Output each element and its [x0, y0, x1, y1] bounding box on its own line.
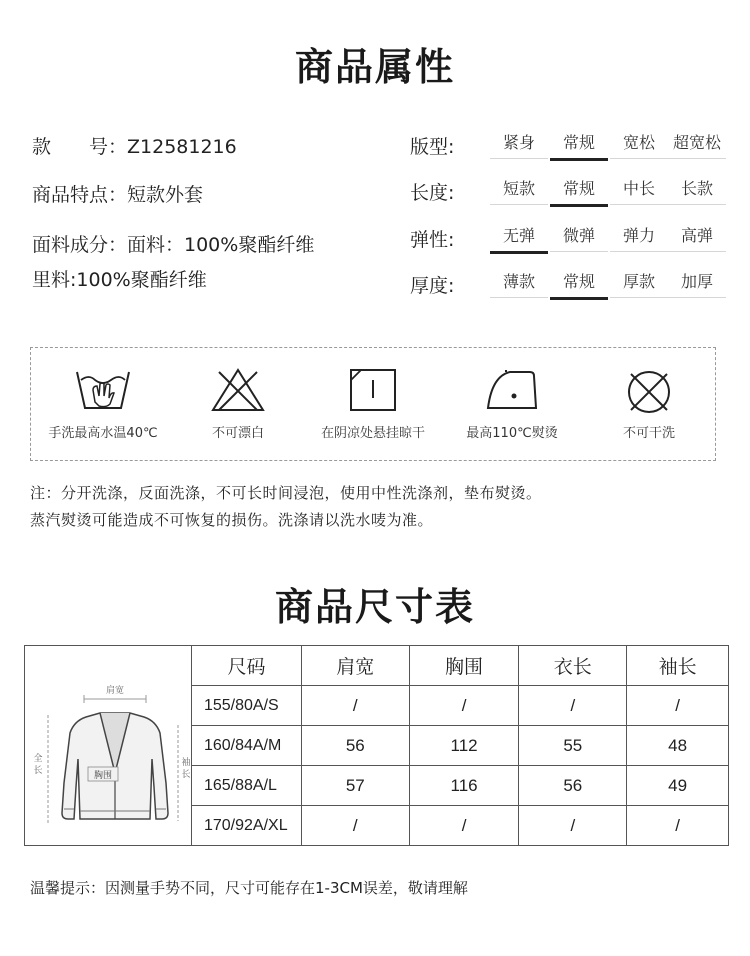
care-item-no-dry-clean [579, 368, 719, 441]
header-chest: 胸围 [409, 646, 519, 686]
cell-length: 56 [519, 766, 627, 806]
care-instructions [30, 347, 716, 461]
care-label: 最高110℃熨烫 [466, 426, 558, 441]
attr-option-selected: 无弹 [490, 223, 548, 254]
cardigan-diagram [28, 663, 191, 823]
care-item-no-bleach [168, 368, 308, 441]
attr-option: 中长 [610, 176, 668, 205]
no-bleach-icon [211, 368, 265, 412]
attr-option: 薄款 [490, 269, 548, 298]
attr-group-label: 弹性: [410, 229, 455, 251]
attr-group-label: 长度: [410, 182, 455, 204]
header-sleeve: 袖长 [627, 646, 729, 686]
header-length: 衣长 [519, 646, 627, 686]
size-table [24, 645, 729, 846]
attr-option: 宽松 [610, 130, 668, 159]
line-dry-shade-icon [349, 368, 397, 412]
no-dry-clean-icon [625, 368, 673, 416]
table-header-row [25, 646, 729, 686]
care-label: 不可干洗 [622, 426, 675, 441]
header-size: 尺码 [191, 646, 301, 686]
attr-option: 高弹 [668, 223, 726, 252]
cell-length: 55 [519, 726, 627, 766]
attr-option-selected: 常规 [550, 130, 608, 161]
cell-sleeve: 48 [627, 726, 729, 766]
attr-option: 长款 [668, 176, 726, 205]
attr-lining: 里料:100%聚酯纤维 [32, 269, 207, 291]
cell-chest: / [409, 686, 519, 726]
attr-option: 弹力 [610, 223, 668, 252]
care-item-line-dry [303, 368, 443, 441]
care-label: 在阴凉处悬挂晾干 [320, 426, 425, 441]
cell-size: 170/92A/XL [191, 806, 301, 846]
attr-option: 厚款 [610, 269, 668, 298]
cell-sleeve: 49 [627, 766, 729, 806]
attr-option: 超宽松 [668, 130, 726, 159]
attr-feature: 商品特点：短款外套 [32, 184, 204, 206]
care-label: 手洗最高水温40℃ [48, 426, 158, 441]
cell-shoulder: / [301, 806, 409, 846]
cell-sleeve: / [627, 686, 729, 726]
care-note-line-2: 蒸汽熨烫可能造成不可恢复的损伤。洗涤请以洗水唛为准。 [30, 511, 434, 529]
attr-option-selected: 常规 [550, 176, 608, 207]
care-label: 不可漂白 [211, 426, 264, 441]
care-note-line-1: 注：分开洗涤，反面洗涤，不可长时间浸泡，使用中性洗涤剂，垫布熨烫。 [30, 484, 542, 502]
care-item-iron [442, 368, 582, 441]
cell-shoulder: 57 [301, 766, 409, 806]
cell-chest: 116 [409, 766, 519, 806]
cell-size: 155/80A/S [191, 686, 301, 726]
section-title-size-chart: 商品尺寸表 [274, 585, 475, 629]
cell-chest: 112 [409, 726, 519, 766]
cell-chest: / [409, 806, 519, 846]
garment-diagram-cell [25, 646, 192, 846]
diagram-chest-label: 胸围 [93, 771, 112, 781]
hand-wash-icon [73, 368, 133, 412]
diagram-sleeve-char-1: 袖 [181, 758, 191, 768]
attr-fabric: 面料成分：面料：100%聚酯纤维 [32, 234, 315, 256]
diagram-shoulder-label: 肩宽 [105, 686, 124, 696]
diagram-sleeve-char-2: 长 [181, 770, 191, 780]
cell-size: 165/88A/L [191, 766, 301, 806]
care-item-hand-wash [33, 368, 173, 441]
attr-option: 短款 [490, 176, 548, 205]
iron-110-icon [484, 368, 540, 412]
cell-length: / [519, 686, 627, 726]
cell-shoulder: 56 [301, 726, 409, 766]
section-title-attributes: 商品属性 [294, 45, 455, 89]
diagram-length-char-1: 全 [33, 754, 43, 764]
attr-group-label: 厚度: [410, 275, 455, 297]
cell-length: / [519, 806, 627, 846]
attr-option: 紧身 [490, 130, 548, 159]
cell-sleeve: / [627, 806, 729, 846]
measurement-tip: 温馨提示：因测量手势不同，尺寸可能存在1-3CM误差，敬请理解 [30, 879, 468, 897]
attr-group-label: 版型: [410, 136, 455, 158]
attr-option-selected: 常规 [550, 269, 608, 300]
diagram-length-char-2: 长 [33, 766, 43, 776]
cell-shoulder: / [301, 686, 409, 726]
header-shoulder: 肩宽 [301, 646, 409, 686]
attr-model: 款 号：Z12581216 [32, 136, 237, 158]
attr-option: 微弹 [550, 223, 608, 252]
cell-size: 160/84A/M [191, 726, 301, 766]
attr-option: 加厚 [668, 269, 726, 298]
